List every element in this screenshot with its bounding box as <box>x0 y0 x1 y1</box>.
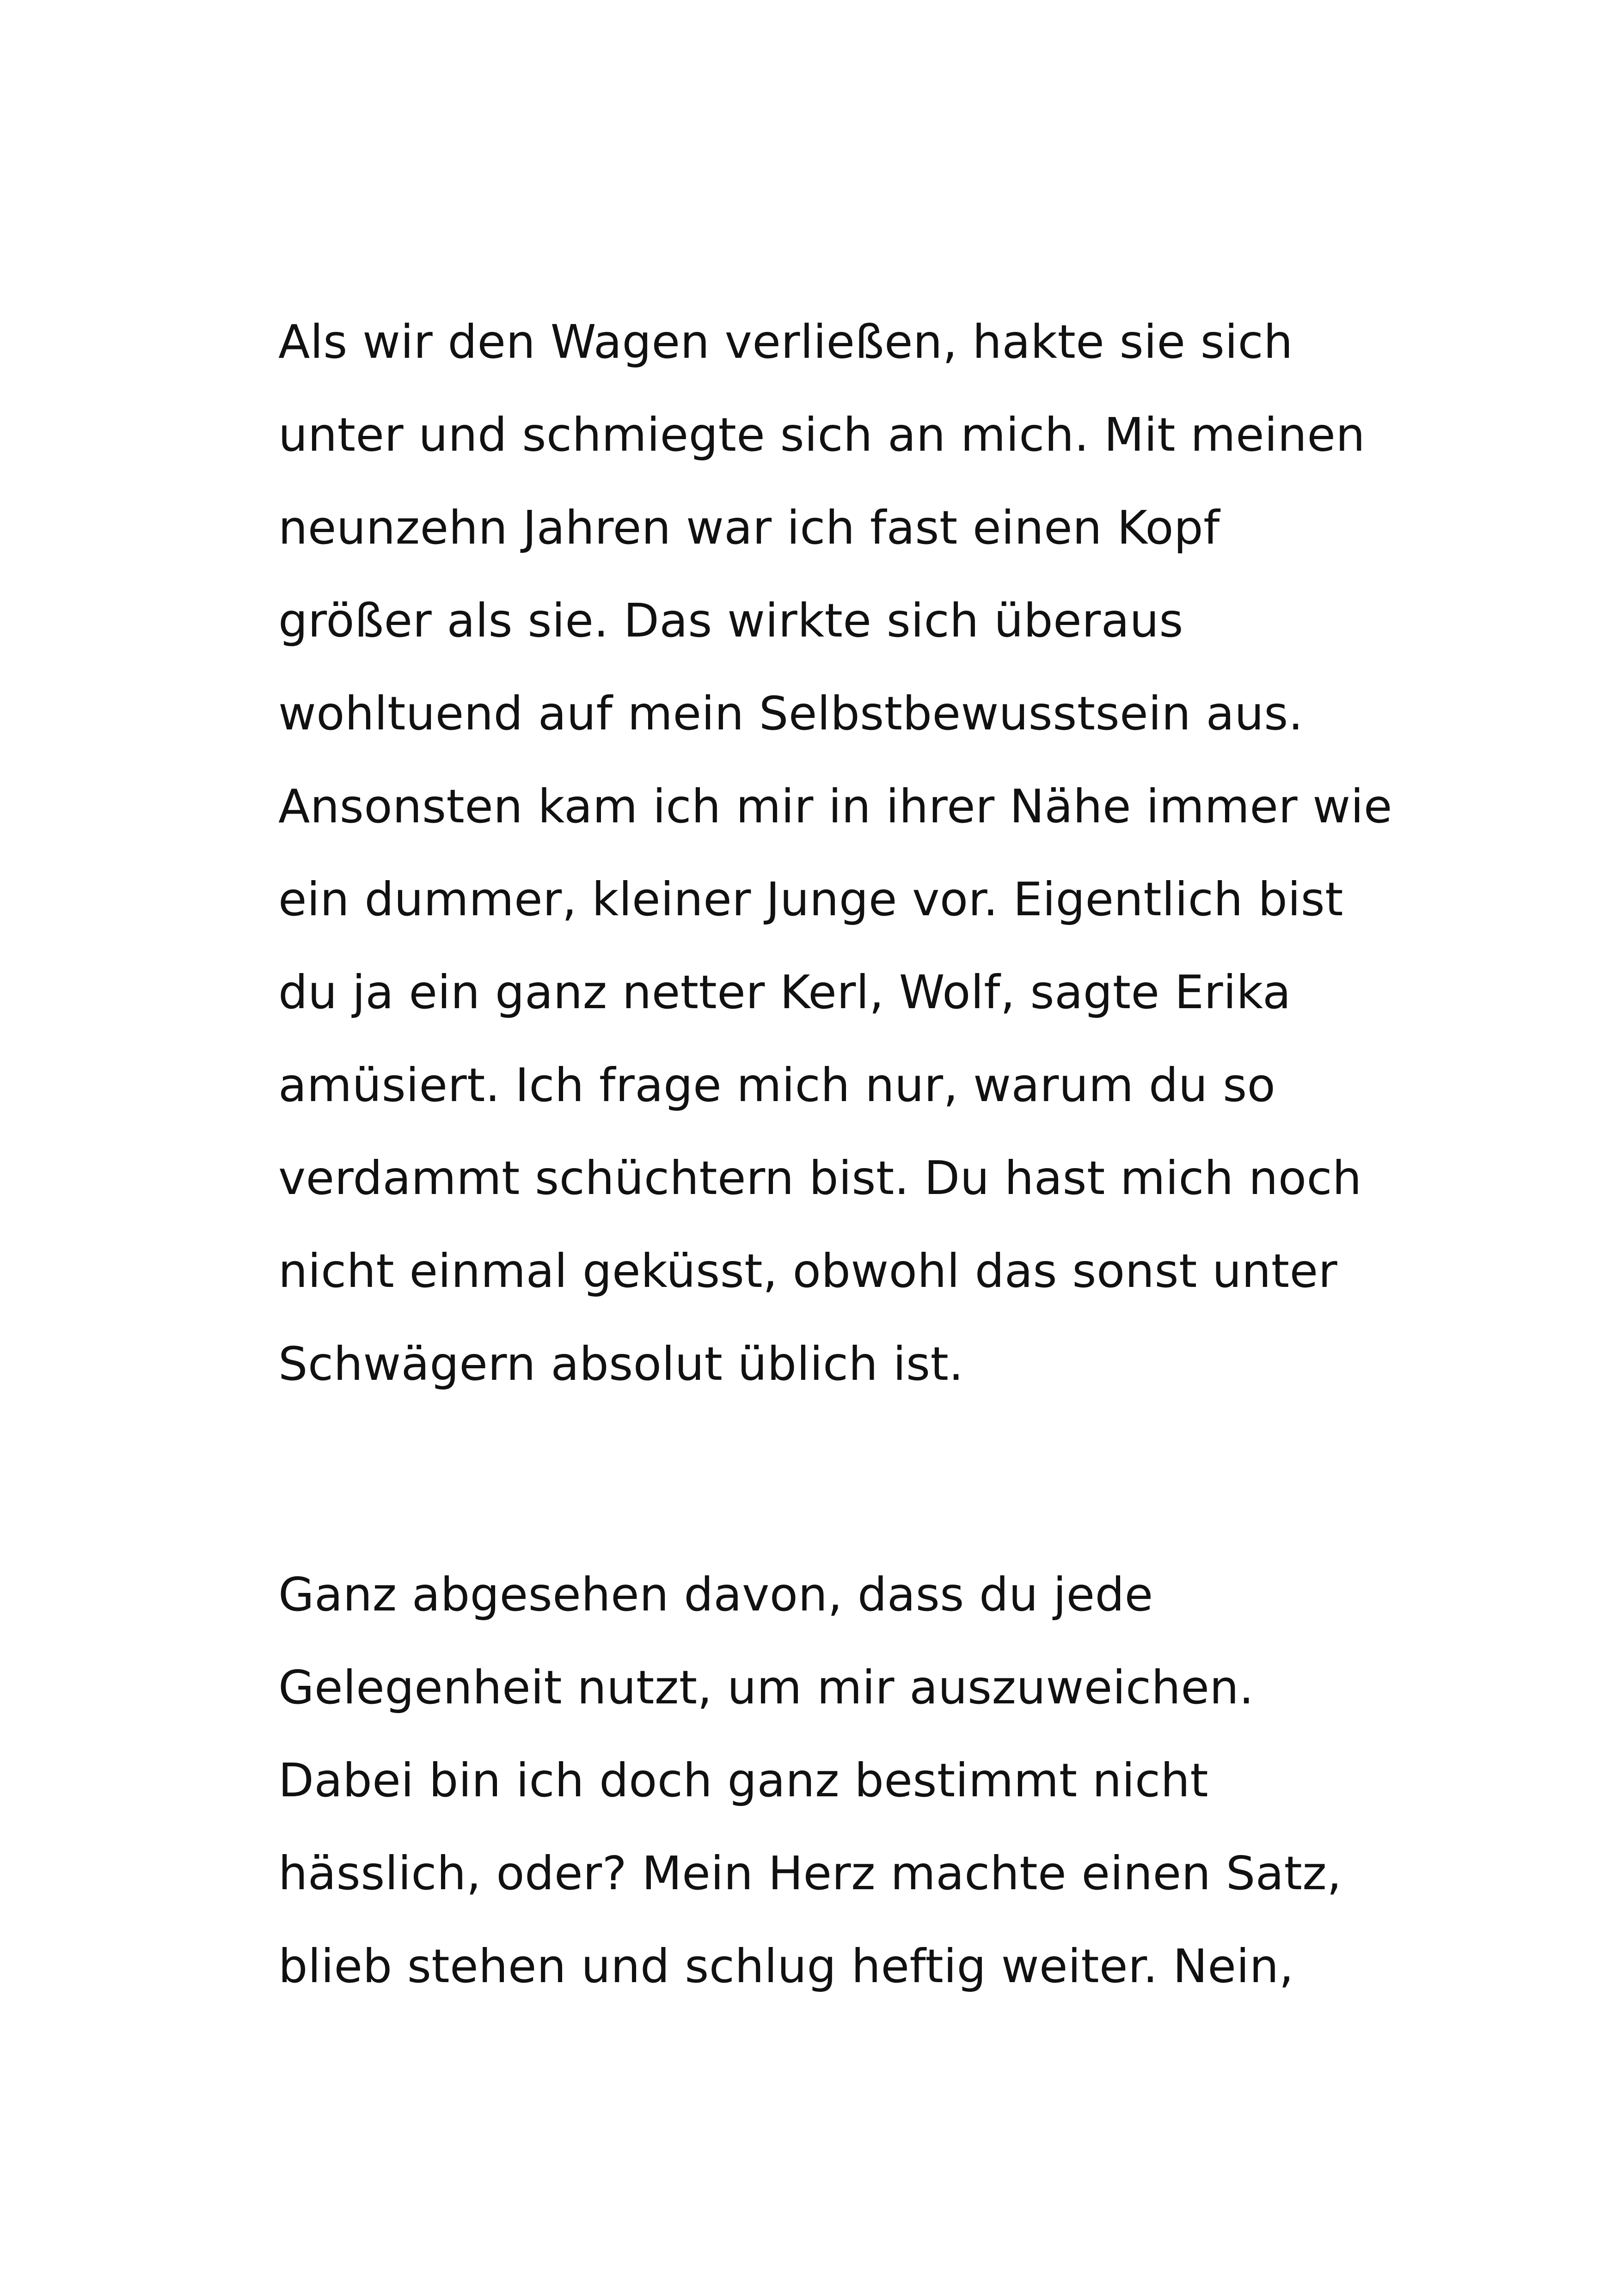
text-line: Ganz abgesehen davon, dass du jede <box>278 1567 1153 1622</box>
text-line: blieb stehen und schlug heftig weiter. Nein, <box>278 1939 1294 1993</box>
text-line: amüsiert. Ich frage mich nur, warum du so <box>278 1058 1276 1112</box>
text-line: verdammt schüchtern bist. Du hast mich noch <box>278 1151 1362 1205</box>
text-line: Ansonsten kam ich mir in ihrer Nähe immer wie <box>278 779 1392 833</box>
text-line: Gelegenheit nutzt, um mir auszuweichen. <box>278 1660 1254 1714</box>
paragraph-2 <box>278 1567 1388 2036</box>
text-line: hässlich, oder? Mein Herz machte einen Satz, <box>278 1846 1342 1900</box>
text-line: ein dummer, kleiner Junge vor. Eigentlich bist <box>278 872 1343 926</box>
text-line: wohltuend auf mein Selbstbewusstsein aus. <box>278 686 1304 741</box>
text-line: Schwägern absolut üblich ist. <box>278 1337 964 1391</box>
text-line: nicht einmal geküsst, obwohl das sonst unter <box>278 1244 1338 1298</box>
text-line: du ja ein ganz netter Kerl, Wolf, sagte Erika <box>278 965 1291 1019</box>
paragraph-1 <box>278 315 1392 1434</box>
text-line: Dabei bin ich doch ganz bestimmt nicht <box>278 1753 1209 1807</box>
text-line: unter und schmiegte sich an mich. Mit meinen <box>278 408 1366 462</box>
text-line: größer als sie. Das wirkte sich überaus <box>278 594 1183 648</box>
text-line: neunzehn Jahren war ich fast einen Kopf <box>278 501 1220 555</box>
text-line: Als wir den Wagen verließen, hakte sie sich <box>278 315 1293 369</box>
